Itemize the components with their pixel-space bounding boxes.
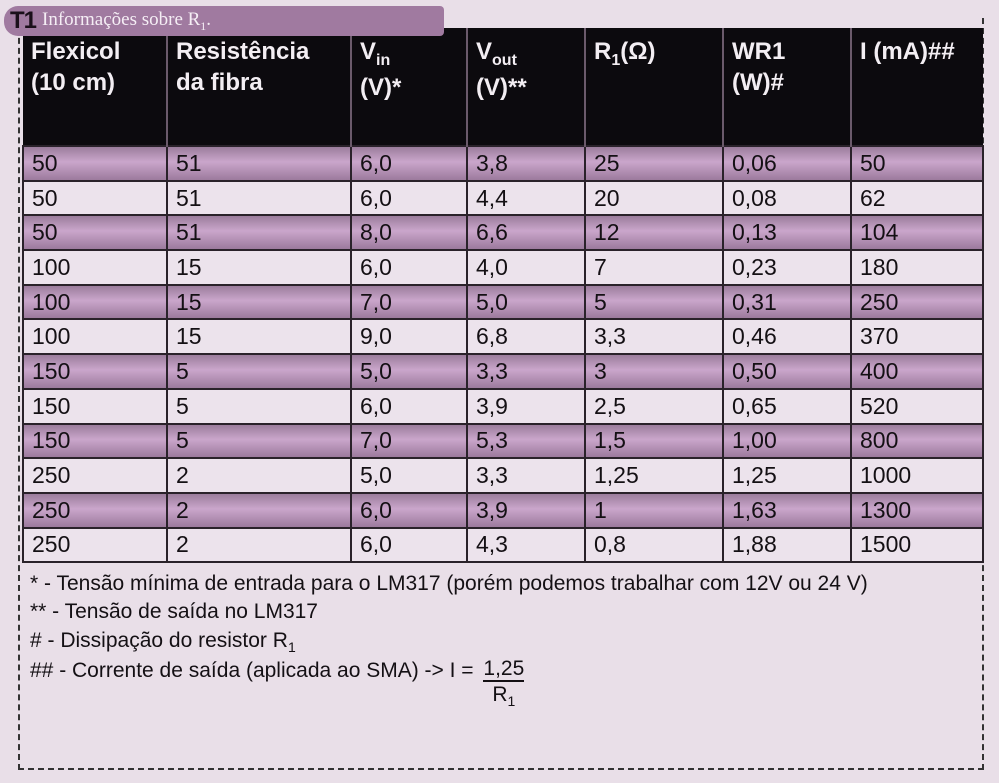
table-cell: 1500: [851, 528, 983, 563]
table-row: [23, 458, 983, 493]
table-cell: 4,3: [467, 528, 585, 563]
data-table: [22, 28, 984, 563]
footnotes: [22, 570, 977, 710]
table-cell: 2: [167, 458, 351, 493]
table-row: [23, 354, 983, 389]
table-cell: 5,0: [467, 285, 585, 320]
header-current: I (mA)##: [851, 28, 983, 146]
table-cell: 520: [851, 389, 983, 424]
table-cell: 15: [167, 250, 351, 285]
table-cell: 6,0: [351, 250, 467, 285]
table-cell: 370: [851, 319, 983, 354]
table-cell: 250: [851, 285, 983, 320]
table-cell: 51: [167, 215, 351, 250]
table-cell: 150: [23, 424, 167, 459]
table-cell: 6,0: [351, 146, 467, 181]
table-row: [23, 181, 983, 216]
table-cell: 100: [23, 319, 167, 354]
table-cell: 150: [23, 354, 167, 389]
header-row: [23, 28, 983, 146]
table-cell: 250: [23, 493, 167, 528]
table-cell: 9,0: [351, 319, 467, 354]
table-cell: 51: [167, 146, 351, 181]
table-cell: 7: [585, 250, 723, 285]
table-row: [23, 528, 983, 563]
table-cell: 3,3: [467, 354, 585, 389]
header-vin: $V_{in}$ (V)*: [351, 28, 467, 146]
table-cell: 4,4: [467, 181, 585, 216]
table-cell: 4,0: [467, 250, 585, 285]
table-cell: 6,0: [351, 528, 467, 563]
table-row: [23, 389, 983, 424]
table-cell: 0,31: [723, 285, 851, 320]
table-cell: 5: [167, 389, 351, 424]
table-cell: 50: [23, 215, 167, 250]
table-row: [23, 424, 983, 459]
table-cell: 100: [23, 250, 167, 285]
table-cell: 1,88: [723, 528, 851, 563]
table-cell: 2: [167, 493, 351, 528]
table-cell: 250: [23, 528, 167, 563]
table-cell: 5,3: [467, 424, 585, 459]
table-cell: 5: [585, 285, 723, 320]
table-cell: 0,65: [723, 389, 851, 424]
table-cell: 3,9: [467, 389, 585, 424]
table-cell: 6,0: [351, 389, 467, 424]
table-cell: 5,0: [351, 458, 467, 493]
table-cell: 6,6: [467, 215, 585, 250]
footnote-3: # - Dissipação do resistor $R_1$: [30, 628, 296, 655]
table-row: [23, 215, 983, 250]
table-cell: 180: [851, 250, 983, 285]
table-cell: 50: [851, 146, 983, 181]
table-cell: 5,0: [351, 354, 467, 389]
table-cell: 0,46: [723, 319, 851, 354]
footnote-1: * - Tensão mínima de entrada para o LM317 (porém podemos trabalhar com 12V ou 24 V): [30, 572, 868, 595]
table-cell: 1300: [851, 493, 983, 528]
table-row: [23, 285, 983, 320]
table-cell: 0,13: [723, 215, 851, 250]
header-wr1: WR1 (W)#: [723, 28, 851, 146]
table-cell: 8,0: [351, 215, 467, 250]
table-cell: 150: [23, 389, 167, 424]
table-cell: 12: [585, 215, 723, 250]
table-cell: 1,25: [723, 458, 851, 493]
table-cell: 62: [851, 181, 983, 216]
table-cell: 20: [585, 181, 723, 216]
table-cell: 50: [23, 146, 167, 181]
table-cell: 7,0: [351, 424, 467, 459]
table-cell: 3,8: [467, 146, 585, 181]
table-cell: 25: [585, 146, 723, 181]
table-cell: 7,0: [351, 285, 467, 320]
table-cell: 100: [23, 285, 167, 320]
table-row: [23, 493, 983, 528]
table-cell: 1: [585, 493, 723, 528]
table-cell: 6,0: [351, 181, 467, 216]
header-vout: $V_{out}$ (V)**: [467, 28, 585, 146]
table-row: [23, 250, 983, 285]
header-r1: $R_1(\Omega)$: [585, 28, 723, 146]
table-cell: 3,3: [585, 319, 723, 354]
table-cell: 15: [167, 319, 351, 354]
table-cell: 6,0: [351, 493, 467, 528]
table-cell: 250: [23, 458, 167, 493]
table-cell: 104: [851, 215, 983, 250]
table-cell: 0,8: [585, 528, 723, 563]
footnote-2: ** - Tensão de saída no LM317: [30, 600, 318, 624]
table-cell: 3,3: [467, 458, 585, 493]
table-cell: 2: [167, 528, 351, 563]
table-cell: 5: [167, 354, 351, 389]
table-cell: 1,25: [585, 458, 723, 493]
table-cell: 51: [167, 181, 351, 216]
table-cell: 3: [585, 354, 723, 389]
table-cell: 1000: [851, 458, 983, 493]
table-cell: 1,00: [723, 424, 851, 459]
table-cell: 5: [167, 424, 351, 459]
table-id: T1: [10, 7, 37, 34]
table-row: [23, 146, 983, 181]
table-cell: 2,5: [585, 389, 723, 424]
table-caption: [4, 6, 444, 36]
table-cell: 0,06: [723, 146, 851, 181]
table-cell: 6,8: [467, 319, 585, 354]
table-cell: 0,50: [723, 354, 851, 389]
table-cell: 15: [167, 285, 351, 320]
table-cell: 0,23: [723, 250, 851, 285]
table-cell: 50: [23, 181, 167, 216]
header-flexicol: Flexicol (10 cm): [23, 28, 167, 146]
footnote-4: ## - Corrente de saída (aplicada ao SMA) -> I = $\frac{1,25}{R_1}$: [30, 656, 525, 710]
table-cell: 3,9: [467, 493, 585, 528]
header-resistencia: Resistência da fibra: [167, 28, 351, 146]
table-cell: 800: [851, 424, 983, 459]
table-cell: 1,63: [723, 493, 851, 528]
current-formula: $\frac{1,25}{R_1}$: [483, 656, 525, 710]
table-cell: 1,5: [585, 424, 723, 459]
table-cell: 400: [851, 354, 983, 389]
table-title: Informações sobre $R_1$.: [42, 8, 212, 33]
table-row: [23, 319, 983, 354]
table-cell: 0,08: [723, 181, 851, 216]
